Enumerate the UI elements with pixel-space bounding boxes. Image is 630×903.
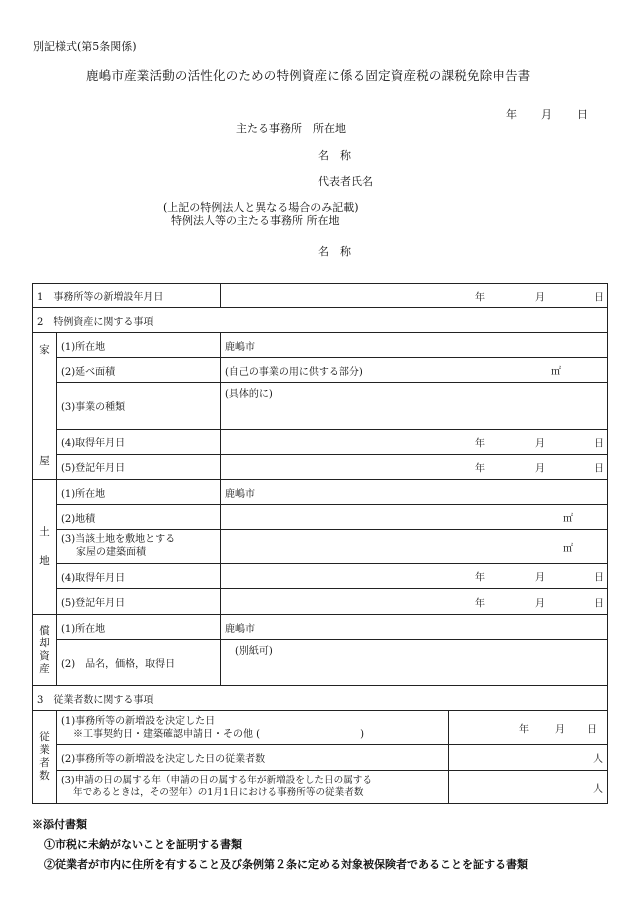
emp-decided-field[interactable]: 年 月 日 <box>449 711 608 745</box>
house-location-label: (1)所在地 <box>57 333 221 358</box>
table-row <box>33 771 608 804</box>
land-registered-label: (5)登記年月日 <box>57 589 221 615</box>
house-floor-area-label: (2)延べ面積 <box>57 358 221 383</box>
emp-count-decided-field[interactable]: 人 <box>449 745 608 771</box>
house-acquired-label: (4)取得年月日 <box>57 429 221 454</box>
header-date-day: 日 <box>577 108 588 121</box>
land-building-area-label: (3)当該土地を敷地とする 家屋の建築面積 <box>57 530 221 564</box>
special-office-address-label: 特例法人等の主たる事務所 所在地 <box>171 214 340 227</box>
table-row <box>33 308 608 333</box>
land-location-field[interactable]: 鹿嶋市 <box>221 480 608 505</box>
table-row <box>33 505 608 530</box>
depr-items-field[interactable]: (別紙可) <box>221 640 608 686</box>
table-row <box>33 530 608 564</box>
depr-location-label: (1)所在地 <box>57 615 221 640</box>
section-3-heading: 3 従業者数に関する事項 <box>33 686 608 711</box>
house-group-label <box>33 333 57 480</box>
table-row <box>33 589 608 615</box>
table-row <box>33 333 608 358</box>
main-office-name-label: 名 称 <box>318 149 351 162</box>
header-date-month: 月 <box>541 108 552 121</box>
table-row <box>33 358 608 383</box>
land-registered-field[interactable]: 年 月 日 <box>221 589 608 615</box>
land-area-field[interactable]: ㎡ <box>221 505 608 530</box>
table-row <box>33 383 608 429</box>
house-char-1: 家 <box>39 344 50 356</box>
special-office-name-label: 名 称 <box>318 245 351 258</box>
table-row <box>33 284 608 308</box>
table-row <box>33 745 608 771</box>
table-row <box>33 615 608 640</box>
table-row <box>33 429 608 454</box>
employees-group-label: 従 業 者 数 <box>33 711 57 804</box>
house-registered-field[interactable]: 年 月 日 <box>221 454 608 479</box>
attachments-heading: ※添付書類 <box>32 818 87 831</box>
land-location-label: (1)所在地 <box>57 480 221 505</box>
special-note: (上記の特例法人と異なる場合のみ記載) <box>163 201 359 214</box>
emp-count-jan-field[interactable]: 人 <box>449 771 608 804</box>
table-row <box>33 564 608 589</box>
section-2-heading: 2 特例資産に関する事項 <box>33 308 608 333</box>
table-row <box>33 711 608 745</box>
application-table <box>32 283 608 804</box>
attachment-item-2: ②従業者が市内に住所を有すること及び条例第２条に定める対象被保険者であることを証する書類 <box>44 858 528 871</box>
main-office-address-label: 主たる事務所 所在地 <box>236 122 346 135</box>
emp-decided-label: (1)事務所等の新増設を決定した日 ※工事契約日・建築確認申請日・その他 ( ) <box>57 711 449 745</box>
representative-label: 代表者氏名 <box>318 175 373 188</box>
land-acquired-label: (4)取得年月日 <box>57 564 221 589</box>
emp-count-jan-label: (3)申請の日の属する年（申請の日の属する年が新増設をした日の属する 年であるときは，その翌年）の1月1日における事務所等の従業者数 <box>57 771 449 804</box>
land-area-label: (2)地積 <box>57 505 221 530</box>
depreciable-assets-group-label: 償 却 資 産 <box>33 615 57 686</box>
form-label: 別記様式(第5条関係) <box>33 40 137 53</box>
house-location-field[interactable]: 鹿嶋市 <box>221 333 608 358</box>
depr-items-label: (2) 品名，価格，取得日 <box>57 640 221 686</box>
emp-count-decided-label: (2)事務所等の新増設を決定した日の従業者数 <box>57 745 449 771</box>
land-group-label <box>33 480 57 615</box>
house-registered-label: (5)登記年月日 <box>57 454 221 479</box>
table-row <box>33 640 608 686</box>
depr-location-field[interactable]: 鹿嶋市 <box>221 615 608 640</box>
attachment-item-1: ①市税に未納がないことを証明する書類 <box>44 838 242 851</box>
table-row <box>33 686 608 711</box>
land-char-2: 地 <box>39 555 50 567</box>
house-business-type-label: (3)事業の種類 <box>57 383 221 429</box>
land-acquired-field[interactable]: 年 月 日 <box>221 564 608 589</box>
table-row <box>33 454 608 479</box>
house-business-type-field[interactable]: (具体的に) <box>221 383 608 429</box>
establishment-date-field[interactable]: 年 月 日 <box>221 284 608 308</box>
table-row <box>33 480 608 505</box>
land-building-area-field[interactable]: ㎡ <box>221 530 608 564</box>
header-date-year: 年 <box>506 108 517 121</box>
house-char-2: 屋 <box>39 454 50 467</box>
house-floor-area-field[interactable]: (自己の事業の用に供する部分) ㎡ <box>221 358 608 383</box>
establishment-date-label: 1 事務所等の新増設年月日 <box>33 284 221 308</box>
land-char-1: 土 <box>39 525 50 538</box>
house-acquired-field[interactable]: 年 月 日 <box>221 429 608 454</box>
page-title: 鹿嶋市産業活動の活性化のための特例資産に係る固定資産税の課税免除申告書 <box>86 68 531 83</box>
